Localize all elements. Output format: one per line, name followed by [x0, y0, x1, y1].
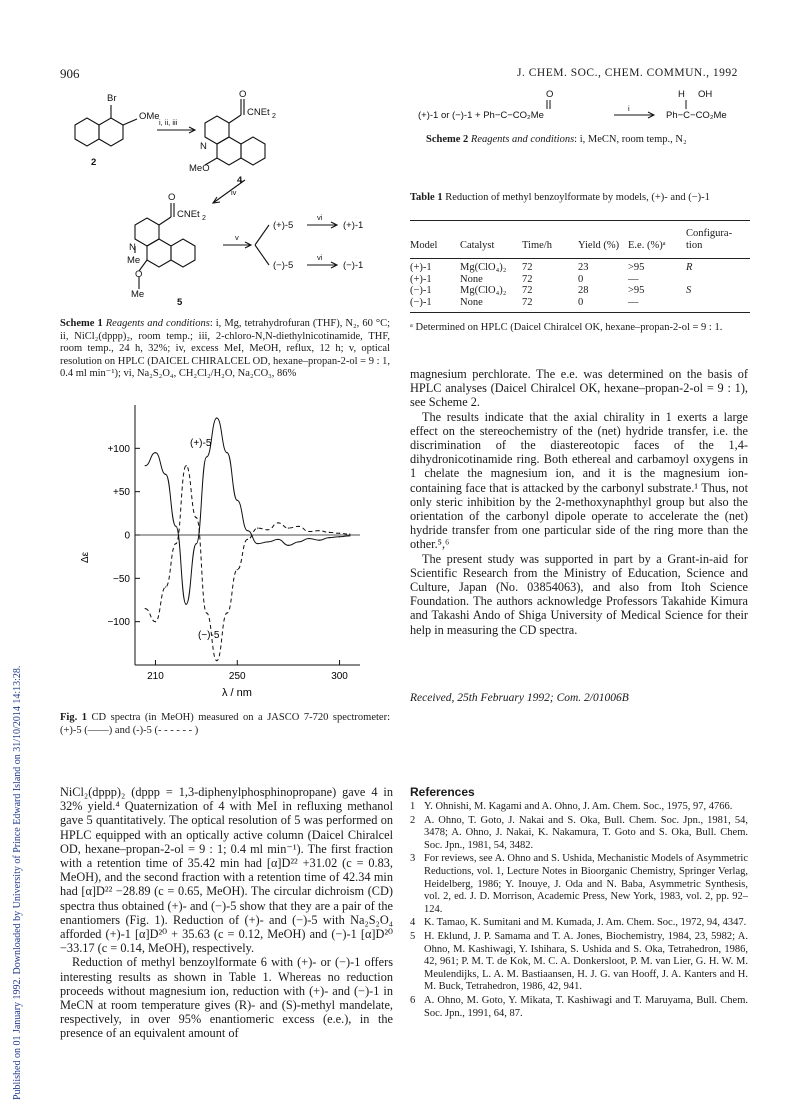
- scheme2-caption-title: Scheme 2: [426, 134, 469, 145]
- chart-point: [175, 526, 176, 527]
- scheme2-caption-italic: Reagents and conditions: [470, 134, 575, 145]
- label-meo: MeO: [189, 163, 210, 174]
- label-me: Me: [127, 255, 141, 266]
- th-ee: E.e. (%)ᵃ: [628, 240, 666, 251]
- right-paragraph-1: magnesium perchlorate. The e.e. was determined on the basis of HPLC analyses (Daicel Chiralcel OK, hexane–propan-2-ol = 9 : 1), see Scheme 2.: [410, 367, 748, 410]
- table-cell: (−)-1: [410, 296, 432, 308]
- reference-text: Y. Ohnishi, M. Kagami and A. Ohno, J. Am. Chem. Soc., 1975, 97, 4766.: [424, 801, 733, 812]
- table1-bottom-rule: [410, 312, 750, 313]
- reference-text: H. Eklund, J. P. Samama and T. A. Jones, Biochemistry, 1984, 23, 5982; A. Ohno, M. Kashiwagi, Y. Ishihara, S. Ushida and S. Oka, Tetrahedron, 1986, 42, 961; P. M. T. de Kok, M. C. A. Donkersloot, P. M. van Lier, G. H. W. M. Meulendijks, L. A. M. Bastiaansen, H. J. G. van Hooff, J. A. Kanters and H. M. Buck, Tetrahedron, 1986, 42, 941.: [424, 930, 748, 993]
- chart-point: [196, 543, 197, 544]
- chart-point: [298, 541, 299, 542]
- label-br: Br: [107, 93, 117, 104]
- reference-number: 4: [410, 917, 416, 929]
- reference-item: [410, 853, 748, 916]
- reference-text: For reviews, see A. Ohno and S. Ushida, Mechanistic Models of Asymmetric Reductions, vol. 1, Lecture Notes in Bioorganic Chemistry, Springer Verlag, Heidelberg, 1986; Y. Inouye, J. Oda and N. Baba, Asymmetric Synthesis, vol. 2, ed. J. D. Morrison, Academic Press, New York, 1983, vol. 2, pp. 92–124.: [424, 853, 748, 915]
- reference-number: 3: [410, 853, 416, 865]
- chart-ytick-label: −100: [107, 617, 130, 629]
- chart-ytick-label: +100: [107, 443, 130, 455]
- th-config-top: Configura-: [686, 228, 733, 239]
- table-cell: —: [628, 296, 639, 308]
- table1-title-text: Reduction of methyl benzoylformate by models, (+)- and (−)-1: [445, 192, 710, 203]
- scheme1-caption: [60, 318, 390, 381]
- chart-ytick-label: 0: [124, 530, 130, 542]
- th-catalyst: Catalyst: [460, 240, 495, 251]
- table-cell: 0: [578, 296, 584, 308]
- table-cell: 23: [578, 262, 589, 273]
- reference-text: K. Tamao, K. Sumitani and M. Kumada, J. Am. Chem. Soc., 1972, 94, 4347.: [424, 917, 747, 929]
- chart-point: [308, 531, 309, 532]
- scheme2-caption: [426, 134, 746, 147]
- label-nplus: N: [129, 242, 136, 253]
- chart-point: [175, 543, 176, 544]
- table1: [410, 226, 750, 256]
- label-v: v: [235, 233, 239, 242]
- table-cell: 72: [522, 285, 533, 296]
- chart-point: [318, 530, 319, 531]
- chart-point: [349, 534, 350, 535]
- chart-point: [206, 456, 207, 457]
- references-heading: References: [410, 785, 475, 799]
- label-plus1: (+)-1: [343, 220, 364, 231]
- table1-top-rule: [410, 220, 750, 221]
- table1-body: [410, 262, 750, 308]
- chart-point: [278, 522, 279, 523]
- label-cnet2b: CNEt: [177, 209, 200, 220]
- chart-point: [267, 529, 268, 530]
- scheme2-equation: [418, 85, 748, 125]
- chart-point: [237, 569, 238, 570]
- table-cell: 28: [578, 285, 589, 296]
- label-iv: iv: [231, 188, 237, 197]
- chart-point: [186, 604, 187, 605]
- reference-item: [410, 815, 748, 853]
- chart-point: [165, 586, 166, 587]
- right-paragraph-3: The present study was supported in part by a Grant-in-aid for Scientific Research from the Ministry of Education, Science and Culture, Japan (No. 03854063), and also from Itoh Science Foundation. The authors acknowledge Professors Takahide Kimura and Takashi Ando of Shiga University of Medical Science for their help in measuring the CD spectra.: [410, 551, 748, 637]
- chart-point: [226, 612, 227, 613]
- chart-point: [155, 621, 156, 622]
- table-cell: >95: [628, 262, 645, 273]
- chart-point: [165, 474, 166, 475]
- label-ome: OMe: [139, 111, 160, 122]
- table-cell: >95: [628, 285, 645, 296]
- chart-point: [237, 500, 238, 501]
- chart-point: [186, 465, 187, 466]
- chart-xtick-label: 210: [147, 671, 164, 682]
- table-cell: R: [686, 262, 693, 273]
- chart-point: [318, 540, 319, 541]
- table-row: [410, 285, 750, 297]
- reference-text: A. Ohno, T. Goto, J. Nakai and S. Oka, Bull. Chem. Soc. Jpn., 1981, 54, 3478; A. Ohno, J. Nakai, K. Nakamura, T. Goto and S. Oka, Bull. Chem. Soc. Jpn., 1981, 54, 3482.: [424, 814, 748, 851]
- chart-xtick-label: 250: [228, 671, 246, 682]
- scheme1-caption-title: Scheme 1: [60, 318, 103, 329]
- chart-point: [145, 608, 146, 609]
- scheme1-caption-text: : i, Mg, tetrahydrofuran (THF), N₂, 60 °C; ii, NiCl₂(dppp)₂, room temp.; iii, 2-chloro-N,N-diethylnicotinamide, THF, room temp., 24 h, 32%; iv, excess MeI, MeOH, reflux, 12 h; v, optical resolution on HPLC (DAICEL CHIRALCEL OD, hexane–propan-2-ol = 9 : 1, 0.4 ml min⁻¹); vi, Na₂S₂O₄, CH₂Cl₂/H₂O, Na₂CO₃, 86%: [60, 318, 391, 379]
- th-config-bottom: tion: [686, 240, 703, 251]
- chart-point: [288, 527, 289, 528]
- label-compound-2: 2: [91, 157, 97, 168]
- reference-number: 5: [410, 930, 416, 942]
- scheme2-right: Ph−C−CO₂Me: [666, 110, 727, 121]
- scheme1-structures: [55, 85, 395, 310]
- table-cell: None: [460, 273, 483, 285]
- download-note: Published on 01 January 1992. Downloaded by University of Prince Edward Island on 31/10/2014 14:13:28.: [12, 665, 23, 1100]
- reference-number: 2: [410, 814, 416, 826]
- label-minus5: (−)-5: [273, 260, 294, 271]
- reference-item: [410, 801, 748, 814]
- table1-mid-rule: [410, 258, 750, 259]
- scheme2-arrow-label: i: [628, 104, 630, 113]
- left-column-body: [60, 785, 393, 1041]
- reference-item: [410, 995, 748, 1020]
- table1-title-bold: Table 1: [410, 192, 443, 203]
- label-o2: O: [168, 192, 176, 203]
- label-me2: Me: [131, 289, 145, 300]
- chart-point: [226, 452, 227, 453]
- table-cell: —: [628, 273, 639, 285]
- chart-point: [308, 538, 309, 539]
- journal-header: J. CHEM. SOC., CHEM. COMMUN., 1992: [517, 67, 738, 79]
- chart-point: [196, 517, 197, 518]
- chart-point: [288, 545, 289, 546]
- chart-point: [329, 532, 330, 533]
- chart-point: [278, 539, 279, 540]
- table-cell: Mg(ClO₄)₂: [460, 285, 507, 296]
- table-row: [410, 262, 750, 274]
- th-time: Time/h: [522, 240, 552, 251]
- chart-point: [206, 612, 207, 613]
- chart-point: [145, 465, 146, 466]
- subscript-2: 2: [272, 113, 276, 120]
- label-o3: O: [135, 269, 143, 280]
- label-compound-4: 4: [237, 175, 243, 186]
- chart-annotation-minus5: (−)-5: [198, 630, 220, 641]
- table-cell: 72: [522, 262, 533, 273]
- scheme2-caption-text: : i, MeCN, room temp., N₂: [574, 134, 687, 145]
- chart-point: [257, 543, 258, 544]
- fig1-caption: [60, 712, 390, 737]
- label-vi-2: vi: [317, 253, 323, 262]
- label-o-top: O: [239, 89, 247, 100]
- subscript-2b: 2: [202, 215, 206, 222]
- chart-point: [247, 539, 248, 540]
- label-cnet2: CNEt: [247, 107, 270, 118]
- scheme2-o: O: [546, 89, 554, 100]
- reference-number: 6: [410, 994, 416, 1006]
- table-cell: (−)-1: [410, 285, 432, 296]
- reference-number: 1: [410, 801, 416, 812]
- table1-footnote: ᵃ Determined on HPLC (Daicel Chiralcel OK, hexane–propan-2-ol = 9 : 1.: [410, 322, 723, 333]
- reference-text: A. Ohno, M. Goto, Y. Mikata, T. Kashiwagi and T. Maruyama, Bull. Chem. Soc. Jpn., 1991, 64, 87.: [424, 994, 748, 1019]
- chart-point: [267, 541, 268, 542]
- chart-point: [216, 660, 217, 661]
- chart-point: [257, 527, 258, 528]
- table-cell: (+)-1: [410, 273, 432, 285]
- chart-point: [216, 417, 217, 418]
- label-n: N: [200, 141, 207, 152]
- reference-item: [410, 917, 748, 930]
- references-list: [410, 801, 748, 1021]
- chart-point: [298, 526, 299, 527]
- table-cell: Mg(ClO₄)₂: [460, 262, 507, 273]
- table-cell: S: [686, 285, 692, 296]
- chart-ylabel: Δε: [80, 551, 91, 563]
- chart-point: [329, 537, 330, 538]
- th-model: Model: [410, 240, 438, 251]
- table-cell: 0: [578, 273, 584, 285]
- scheme1-caption-italic: Reagents and conditions: [105, 318, 210, 329]
- scheme2-h: H: [678, 89, 685, 100]
- table-cell: 72: [522, 273, 533, 285]
- label-plus5: (+)-5: [273, 220, 294, 231]
- label-compound-5: 5: [177, 297, 183, 308]
- label-vi-1: vi: [317, 213, 323, 222]
- scheme2-left: (+)-1 or (−)-1 + Ph−C−CO₂Me: [418, 110, 544, 121]
- page-number: 906: [60, 66, 80, 81]
- chart-point: [349, 535, 350, 536]
- received-note: Received, 25th February 1992; Com. 2/01006B: [410, 692, 629, 704]
- table-cell: None: [460, 296, 483, 308]
- right-paragraph-2: The results indicate that the axial chirality in 1 exerts a large effect on the stereochemistry of the (net) hydride transfer, i.e. the discrimination of the diastereotopic faces of the 1,4-dihydronicotinamide ring. Both ethereal and carbamoyl oxygens in 1 chelate the magnesium ion, and it is the magnesium ion-containing face that is attacked by the carbonyl substrate.¹ Thus, not only steric inhibition by the 2-methoxynaphthyl group but also the orientation of the carbonyl dipole operate to accelerate the (net) hydride transfer from one particular side of the ring more than the other.⁵,⁶: [410, 409, 748, 552]
- table-row: [410, 297, 750, 309]
- reference-item: [410, 931, 748, 994]
- table-cell: 72: [522, 296, 533, 308]
- table-row: [410, 274, 750, 286]
- chart-ytick-label: −50: [113, 573, 130, 585]
- right-column-body: [410, 367, 748, 637]
- th-yield: Yield (%): [578, 240, 620, 251]
- chart-point: [339, 533, 340, 534]
- cd-spectra-chart: [80, 395, 380, 705]
- table1-title: [410, 192, 750, 205]
- chart-xlabel: λ / nm: [222, 687, 252, 699]
- chart-xtick-label: 300: [331, 671, 348, 682]
- left-paragraph-2: Reduction of methyl benzoylformate 6 with (+)- or (−)-1 offers interesting results as shown in Table 1. Whereas no reduction proceeds without magnesium ion, reduction with (+)- and (−)-1 in MeCN at room temperature gives (R)- and (S)-methyl mandelate, respectively, in over 95% enantiomeric excess (e.e.), in the presence of an equivalent amount of: [60, 955, 393, 1041]
- table1-header: [410, 226, 750, 256]
- label-minus1: (−)-1: [343, 260, 364, 271]
- chart-ytick-label: +50: [113, 487, 130, 499]
- series-minus5-line: [145, 466, 350, 661]
- fig1-caption-text: CD spectra (in MeOH) measured on a JASCO 7-720 spectrometer: (+)-5 (——) and (-)-5 (- - - - - - ): [60, 712, 390, 736]
- chart-point: [339, 536, 340, 537]
- chart-point: [155, 452, 156, 453]
- scheme2-oh: OH: [698, 89, 713, 100]
- series-plus5-line: [145, 418, 350, 604]
- fig1-caption-title: Fig. 1: [60, 712, 87, 723]
- table-cell: (+)-1: [410, 262, 432, 273]
- label-arrow1: i, ii, iii: [159, 118, 178, 127]
- left-paragraph-1: NiCl₂(dppp)₂ (dppp = 1,3-diphenylphosphinopropane) gave 4 in 32% yield.⁴ Quaternization of 4 with MeI in refluxing methanol gave 5 quantitatively. The optical resolution of 5 was performed on HPLC equipped with an optically active column (Daicel Chiralcel OD, hexane–propan-2-ol = 9 : 1; 0.4 ml min⁻¹). The first fraction with a retention time of 35.42 min had [α]D²² +31.02 (c = 0.83, MeOH), and the second fraction with a retention time of 42.34 min had [α]D²² −28.89 (c = 0.65, MeOH). The circular dichroism (CD) spectra thus obtained (+)- and (−)-5 show that they are a pair of the enantiomers (Fig. 1). Reduction of (+)- and (−)-5 with Na₂S₂O₄ afforded (+)-1 [α]D²⁰ + 35.63 (c = 0.12, MeOH) and (−)-1 [α]D²⁰ −33.17 (c = 0.14, MeOH), respectively.: [60, 785, 393, 956]
- chart-annotation-plus5: (+)-5: [190, 438, 212, 449]
- chart-point: [247, 530, 248, 531]
